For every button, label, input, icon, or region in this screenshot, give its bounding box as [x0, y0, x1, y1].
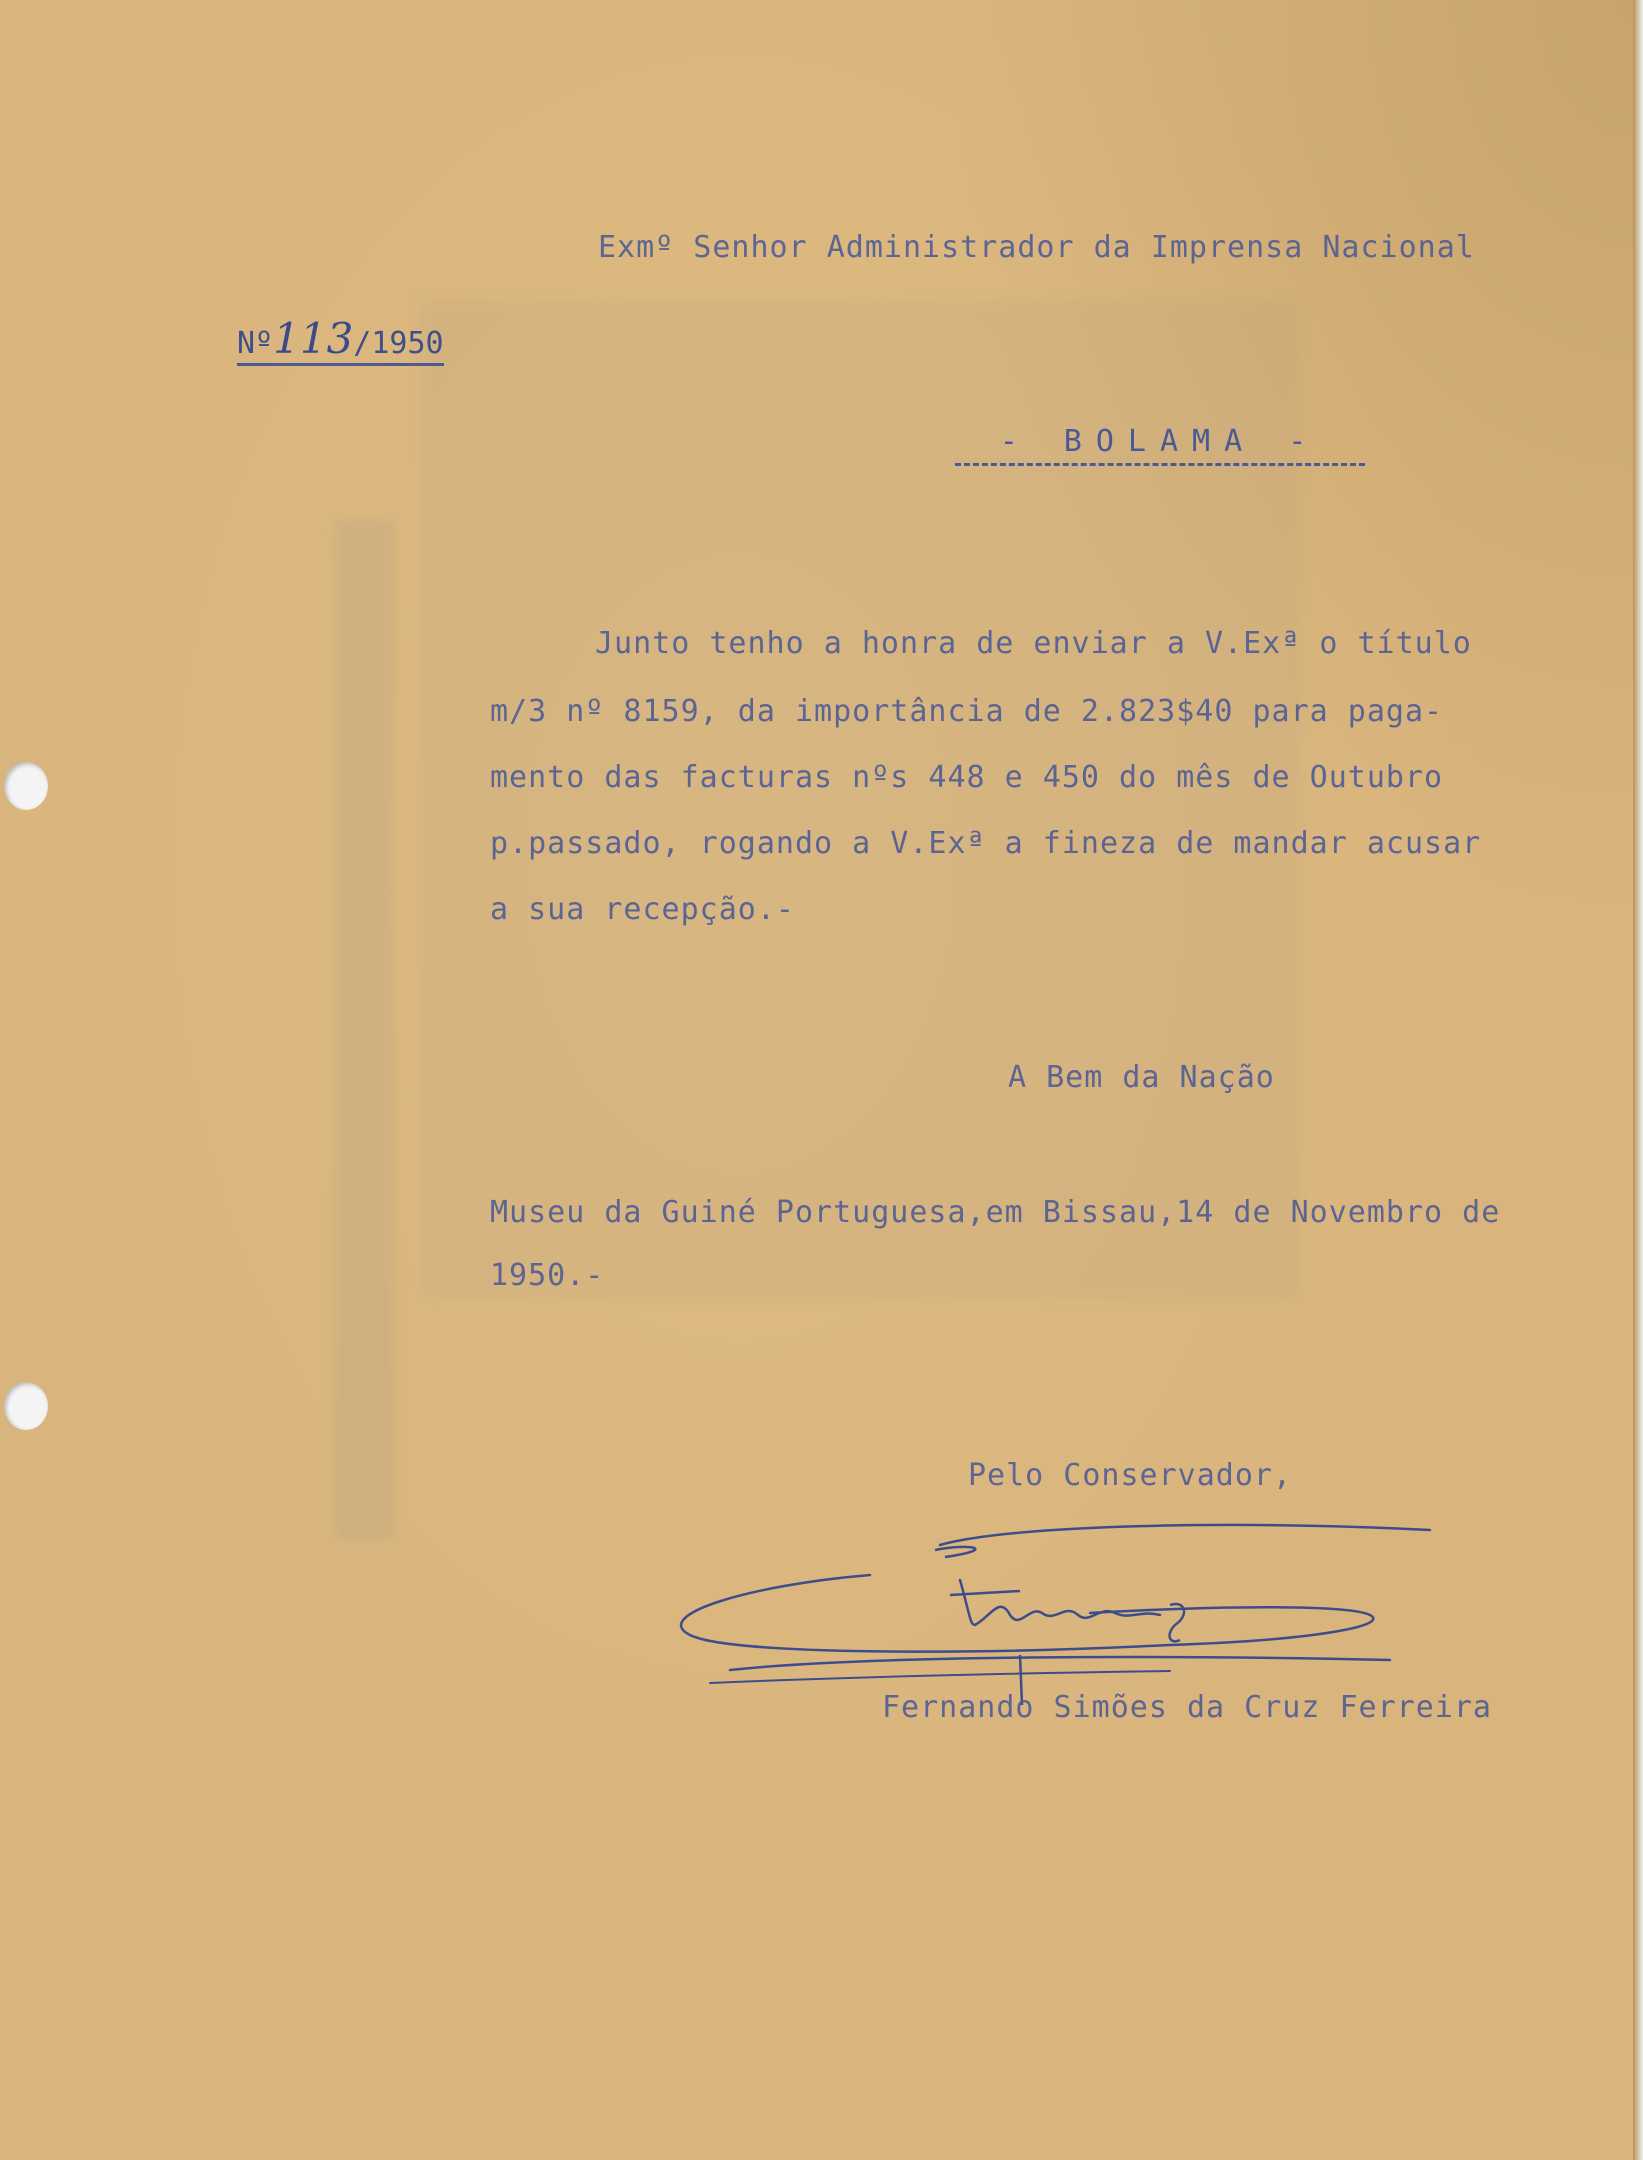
body-line-2: m/3 nº 8159, da importância de 2.823$40 para paga- [490, 694, 1444, 729]
dateline-line-1: Museu da Guiné Portuguesa,em Bissau,14 de Novembro de [490, 1195, 1501, 1230]
punch-hole-top [4, 762, 48, 810]
body-line-1: Junto tenho a honra de enviar a V.Exª o título [595, 626, 1472, 661]
paper-edge [1633, 0, 1643, 2160]
body-line-5: a sua recepção.- [490, 892, 795, 927]
carbon-shadow-left [335, 520, 395, 1540]
reference-number [237, 314, 444, 366]
body-line-3: mento das facturas nºs 448 e 450 do mês de Outubro [490, 760, 1444, 795]
place-heading: - BOLAMA - [955, 425, 1365, 466]
dateline-line-2: 1950.- [490, 1258, 605, 1293]
reference-handwritten-number: 113 [273, 314, 354, 363]
signoff: Pelo Conservador, [968, 1458, 1293, 1493]
body-line-4: p.passado, rogando a V.Exª a fineza de mandar acusar [490, 826, 1482, 861]
salutation: A Bem da Nação [1008, 1060, 1275, 1095]
reference-year: /1950 [353, 326, 444, 361]
punch-hole-bottom [4, 1382, 48, 1430]
addressee-line: Exmº Senhor Administrador da Imprensa Nacional [598, 230, 1475, 265]
signatory-name: Fernando Simões da Cruz Ferreira [882, 1690, 1492, 1725]
handwritten-signature [670, 1505, 1450, 1705]
reference-prefix: Nº [237, 326, 274, 361]
